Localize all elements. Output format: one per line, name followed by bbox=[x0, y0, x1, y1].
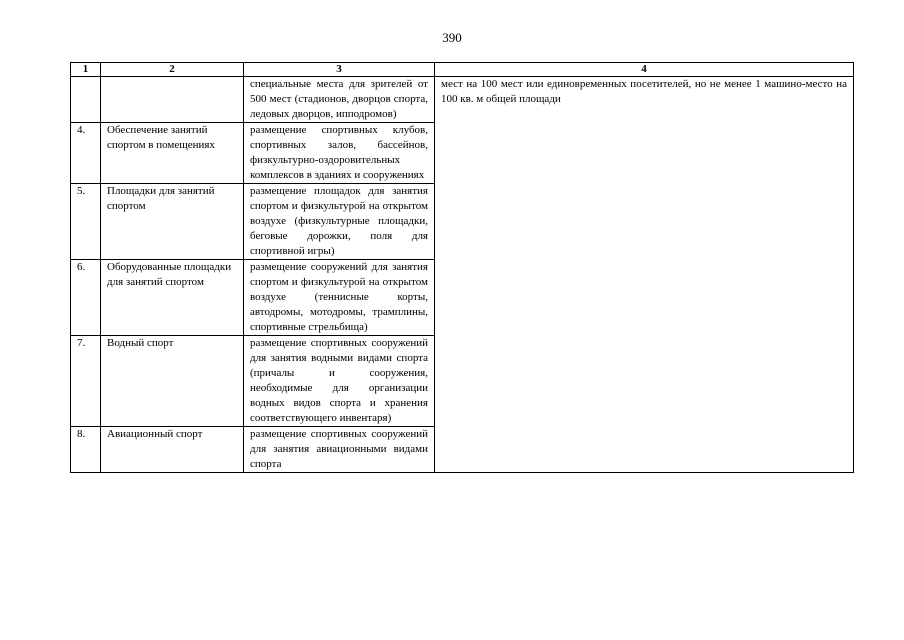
parking-norm-cell: мест на 100 мест или единовременных посетителей, но не менее 1 машино-место на 100 кв. м общей площади bbox=[435, 77, 854, 473]
page-number: 390 bbox=[442, 30, 462, 45]
row-number: 5. bbox=[71, 184, 101, 260]
row-name: Обеспечение занятий спортом в помещениях bbox=[101, 123, 244, 184]
header-col-3: 3 bbox=[244, 63, 435, 77]
row-name: Авиационный спорт bbox=[101, 427, 244, 473]
header-col-4: 4 bbox=[435, 63, 854, 77]
row-number: 6. bbox=[71, 260, 101, 336]
row-number: 8. bbox=[71, 427, 101, 473]
row-description: специальные места для зрителей от 500 мест (стадионов, дворцов спорта, ледовых дворцов, ипподромов) bbox=[244, 77, 435, 123]
row-description: размещение сооружений для занятия спортом и физкультурой на открытом воздухе (теннисные корты, автодромы, мотодромы, трамплины, спортивные стрельбища) bbox=[244, 260, 435, 336]
row-description: размещение спортивных клубов, спортивных залов, бассейнов, физкультурно-оздоровительных комплексов в зданиях и сооружениях bbox=[244, 123, 435, 184]
header-col-1: 1 bbox=[71, 63, 101, 77]
table-row bbox=[71, 77, 854, 123]
table-header-row bbox=[71, 63, 854, 77]
row-number bbox=[71, 77, 101, 123]
row-name: Оборудованные площадки для занятий спортом bbox=[101, 260, 244, 336]
row-name bbox=[101, 77, 244, 123]
row-name: Водный спорт bbox=[101, 336, 244, 427]
row-name: Площадки для занятий спортом bbox=[101, 184, 244, 260]
header-col-2: 2 bbox=[101, 63, 244, 77]
land-use-table bbox=[70, 62, 854, 473]
row-number: 4. bbox=[71, 123, 101, 184]
row-description: размещение площадок для занятия спортом и физкультурой на открытом воздухе (физкультурные площадки, беговые дорожки, поля для спортивной игры) bbox=[244, 184, 435, 260]
row-description: размещение спортивных сооружений для занятия водными видами спорта (причалы и сооружения, необходимые для организации водных видов спорта и хранения соответствующего инвентаря) bbox=[244, 336, 435, 427]
row-number: 7. bbox=[71, 336, 101, 427]
row-description: размещение спортивных сооружений для занятия авиационными видами спорта bbox=[244, 427, 435, 473]
